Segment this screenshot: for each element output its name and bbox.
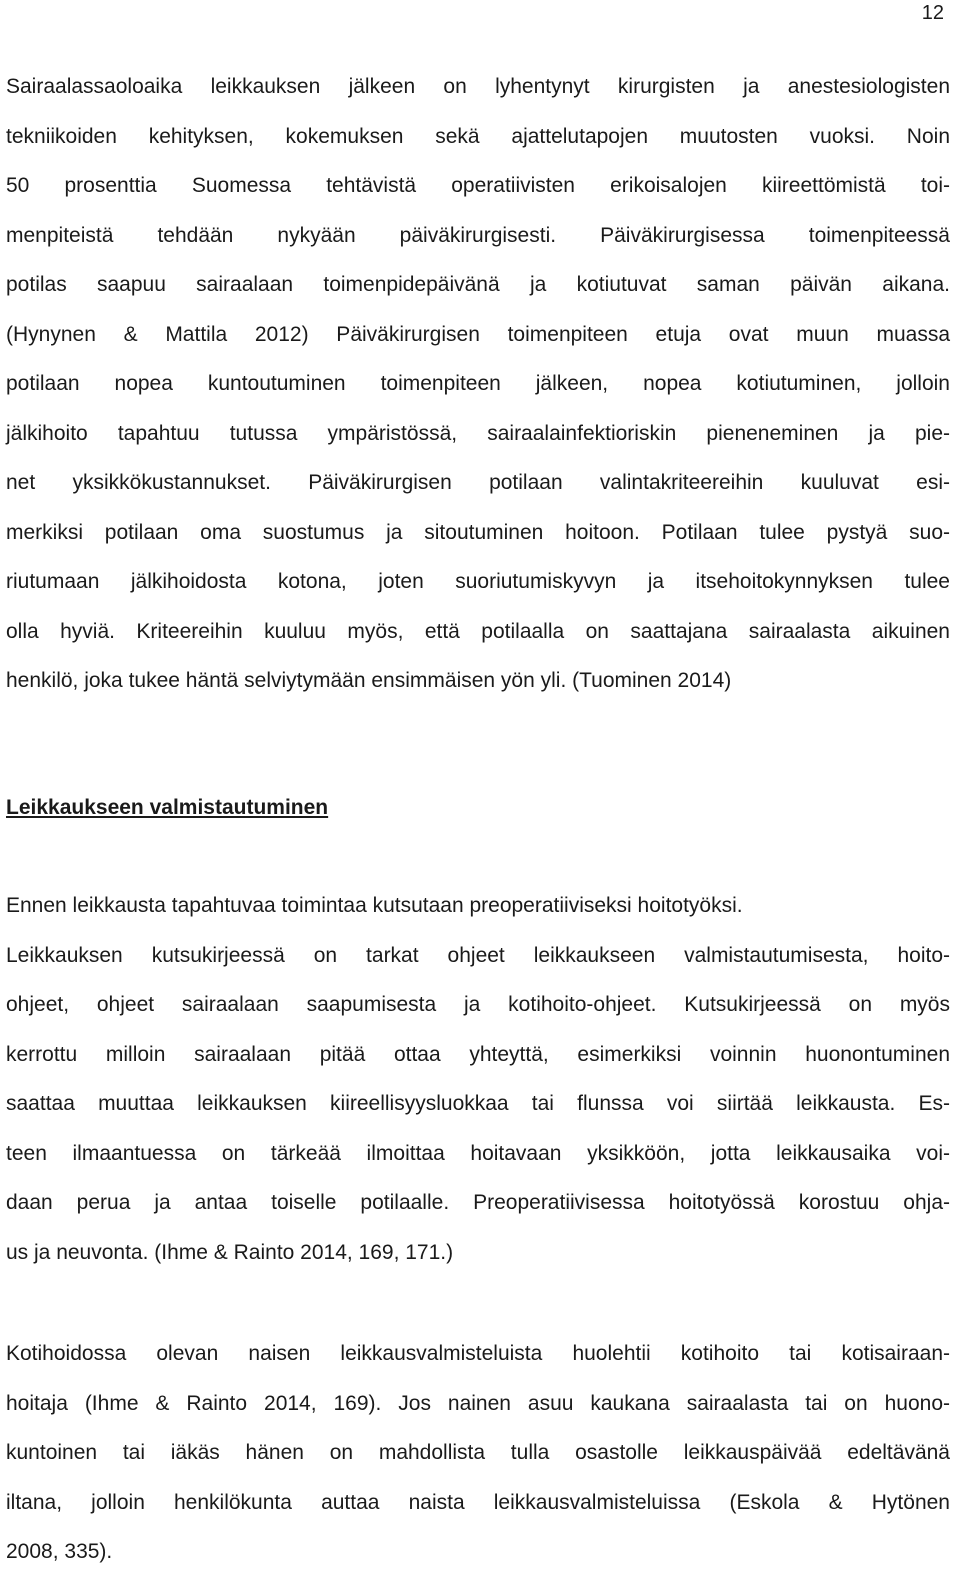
paragraph-day-surgery <box>6 62 950 706</box>
text-line: henkilö, joka tukee häntä selviytymään ensimmäisen yön yli. (Tuominen 2014) <box>6 669 732 692</box>
text-line: potilaan nopea kuntoutuminen toimenpiteen jälkeen, nopea kotiutuminen, jolloin <box>6 372 950 395</box>
text-line: hoitaja (Ihme & Rainto 2014, 169). Jos nainen asuu kaukana sairaalasta tai on huono- <box>6 1391 950 1415</box>
text-line: jälkihoito tapahtuu tutussa ympäristössä, sairaalainfektioriskin pieneneminen ja pie- <box>6 421 950 445</box>
text-line: olla hyviä. Kriteereihin kuuluu myös, että potilaalla on saattajana sairaalasta aikuinen <box>6 619 950 643</box>
paragraph-home-care <box>6 1329 950 1577</box>
text-line: merkiksi potilaan oma suostumus ja sitoutuminen hoitoon. Potilaan tulee pystyä suo- <box>6 520 950 544</box>
text-line: kuntoinen tai iäkäs hänen on mahdollista tulla osastolle leikkauspäivää edeltävänä <box>6 1441 950 1464</box>
text-line: net yksikkökustannukset. Päiväkirurgisen potilaan valintakriteereihin kuuluvat esi- <box>6 471 950 494</box>
text-line: Ennen leikkausta tapahtuvaa toimintaa kutsutaan preoperatiiviseksi hoitotyöksi. <box>6 894 743 917</box>
text-line: riutumaan jälkihoidosta kotona, joten suoriutumiskyvyn ja itsehoitokynnyksen tulee <box>6 570 950 593</box>
page-number: 12 <box>921 2 944 24</box>
text-line: menpiteistä tehdään nykyään päiväkirurgisesti. Päiväkirurgisessa toimenpiteessä <box>6 223 950 247</box>
text-line: kerrottu milloin sairaalaan pitää ottaa yhteyttä, esimerkiksi voinnin huonontuminen <box>6 1042 950 1066</box>
text-line: 2008, 335). <box>6 1540 113 1563</box>
text-line: Leikkauksen kutsukirjeessä on tarkat ohjeet leikkaukseen valmistautumisesta, hoito- <box>6 943 950 967</box>
text-line: Kotihoidossa olevan naisen leikkausvalmisteluista huolehtii kotihoito tai kotisairaan- <box>6 1342 950 1365</box>
text-line: iltana, jolloin henkilökunta auttaa naista leikkausvalmisteluissa (Eskola & Hytönen <box>6 1490 950 1514</box>
section-heading: Leikkaukseen valmistautuminen <box>6 796 329 819</box>
text-line: 50 prosenttia Suomessa tehtävistä operatiivisten erikoisalojen kiireettömistä toi- <box>6 174 950 197</box>
paragraph-preoperative <box>6 881 950 1277</box>
text-line: potilas saapuu sairaalaan toimenpidepäivänä ja kotiutuvat saman päivän aikana. <box>6 273 950 296</box>
text-line: Sairaalassaoloaika leikkauksen jälkeen on lyhentynyt kirurgisten ja anestesiologisten <box>6 75 950 98</box>
text-line: (Hynynen & Mattila 2012) Päiväkirurgisen toimenpiteen etuja ovat muun muassa <box>6 322 950 346</box>
text-line: saattaa muuttaa leikkauksen kiireellisyysluokkaa tai flunssa voi siirtää leikkausta. Es- <box>6 1092 950 1115</box>
text-line: us ja neuvonta. (Ihme & Rainto 2014, 169, 171.) <box>6 1240 454 1264</box>
text-line: daan perua ja antaa toiselle potilaalle. Preoperatiivisessa hoitotyössä korostuu ohja- <box>6 1191 950 1214</box>
text-line: teen ilmaantuessa on tärkeää ilmoittaa hoitavaan yksikköön, jotta leikkausaika voi- <box>6 1141 950 1165</box>
text-line: tekniikoiden kehityksen, kokemuksen sekä ajattelutapojen muutosten vuoksi. Noin <box>6 124 950 148</box>
text-line: ohjeet, ohjeet sairaalaan saapumisesta ja kotihoito-ohjeet. Kutsukirjeessä on myös <box>6 993 950 1016</box>
